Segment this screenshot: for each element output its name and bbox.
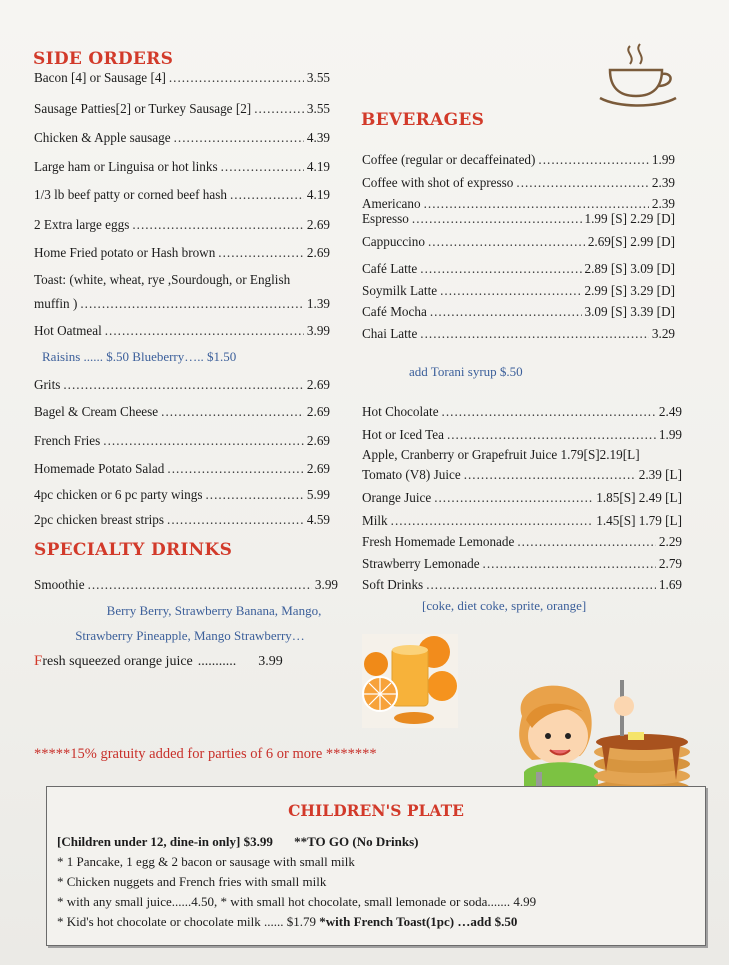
menu-item-smoothie bbox=[34, 577, 338, 593]
menu-item bbox=[362, 534, 682, 550]
item-price: 2.39 bbox=[651, 196, 675, 211]
menu-item bbox=[34, 296, 330, 312]
item-price: 3.99 bbox=[258, 654, 283, 669]
item-name: Chicken & Apple sausage bbox=[34, 130, 171, 145]
leader-dots bbox=[169, 70, 304, 86]
childrens-plate-box bbox=[46, 786, 706, 946]
menu-item bbox=[34, 377, 330, 393]
menu-item bbox=[362, 196, 675, 212]
item-price: 4.59 bbox=[306, 512, 330, 527]
leader-dots bbox=[132, 217, 304, 233]
item-price: 2.39 [L] bbox=[638, 467, 682, 482]
menu-item bbox=[34, 245, 330, 261]
menu-item bbox=[362, 152, 675, 168]
item-name: 4pc chicken or 6 pc party wings bbox=[34, 487, 203, 502]
first-letter: F bbox=[34, 653, 43, 669]
coffee-cup-icon bbox=[598, 42, 678, 108]
leader-dots bbox=[254, 101, 304, 117]
item-name: Fresh Homemade Lemonade bbox=[362, 534, 515, 549]
smoothie-flavors-line1: Berry Berry, Strawberry Banana, Mango, bbox=[106, 603, 322, 618]
item-name: Café Latte bbox=[362, 261, 418, 276]
childrens-plate-heading: CHILDREN'S PLATE bbox=[288, 801, 464, 820]
menu-item bbox=[362, 513, 682, 529]
menu-item bbox=[362, 467, 682, 483]
french-toast-addon: *with French Toast(1pc) …add $.50 bbox=[319, 914, 518, 929]
item-name: Chai Latte bbox=[362, 326, 418, 341]
item-name: Coffee (regular or decaffeinated) bbox=[362, 152, 536, 167]
item-name: Americano bbox=[362, 196, 421, 211]
item-price: 3.55 bbox=[306, 70, 330, 85]
item-price: 4.19 bbox=[306, 159, 330, 174]
menu-item bbox=[34, 461, 330, 477]
leader-dots bbox=[391, 513, 594, 529]
item-name: Home Fried potato or Hash brown bbox=[34, 245, 216, 260]
leader-dots bbox=[80, 296, 304, 312]
menu-item-orange-juice bbox=[34, 653, 283, 670]
menu-item bbox=[362, 577, 682, 593]
leader-dots bbox=[230, 187, 304, 203]
item-price: 2.69 bbox=[306, 217, 330, 232]
leader-dots bbox=[428, 234, 585, 250]
item-price: 3.09 [S] 3.39 [D] bbox=[584, 304, 675, 319]
item-name: Hot or Iced Tea bbox=[362, 427, 444, 442]
item-price: 1.85[S] 2.49 [L] bbox=[596, 490, 682, 505]
menu-item bbox=[362, 556, 682, 572]
item-price: 2.79 bbox=[658, 556, 682, 571]
menu-item bbox=[34, 404, 330, 420]
menu-item bbox=[34, 512, 330, 528]
leader-dots bbox=[221, 159, 304, 175]
childrens-plate-line3: * Chicken nuggets and French fries with small milk bbox=[57, 874, 327, 889]
item-name: Hot Oatmeal bbox=[34, 323, 102, 338]
menu-item bbox=[362, 234, 675, 250]
leader-dots bbox=[424, 196, 649, 212]
menu-item bbox=[34, 187, 330, 203]
item-name: Bagel & Cream Cheese bbox=[34, 404, 159, 419]
item-name: Hot Chocolate bbox=[362, 404, 439, 419]
item-name: Milk bbox=[362, 513, 388, 528]
item-name: Sausage Patties[2] or Turkey Sausage [2] bbox=[34, 101, 252, 116]
item-price: 2.69 bbox=[306, 245, 330, 260]
leader-dots bbox=[447, 427, 656, 443]
leader-dots bbox=[63, 377, 304, 393]
orange-juice-image bbox=[362, 634, 458, 728]
menu-item bbox=[34, 101, 330, 117]
leader-dots bbox=[161, 404, 304, 420]
item-price: 2.89 [S] 3.09 [D] bbox=[584, 261, 675, 276]
menu-item bbox=[362, 261, 675, 277]
item-price: 2.99 [S] 3.29 [D] bbox=[584, 283, 675, 298]
soft-drinks-note: [coke, diet coke, sprite, orange] bbox=[422, 598, 587, 613]
leader-dots bbox=[420, 326, 649, 342]
kids-hot-chocolate: * Kid's hot chocolate or chocolate milk ...... $1.79 bbox=[57, 914, 317, 929]
item-price: 2.39 bbox=[651, 175, 675, 190]
item-name: 2 Extra large eggs bbox=[34, 217, 130, 232]
menu-item bbox=[34, 433, 330, 449]
item-name: resh squeezed orange juice bbox=[42, 654, 193, 669]
item-name: Espresso bbox=[362, 211, 409, 226]
to-go-note: **TO GO (No Drinks) bbox=[294, 834, 419, 849]
item-name: French Fries bbox=[34, 433, 101, 448]
item-price: 2.69 bbox=[306, 377, 330, 392]
menu-item bbox=[362, 304, 675, 320]
item-price: 2.69 bbox=[306, 404, 330, 419]
item-price: 3.99 bbox=[314, 577, 338, 592]
item-price: 1.99 bbox=[658, 427, 682, 442]
menu-item bbox=[34, 159, 330, 175]
smoothie-flavors-line2: Strawberry Pineapple, Mango Strawberry… bbox=[75, 628, 305, 643]
menu-item bbox=[362, 427, 682, 443]
beverages-heading: BEVERAGES bbox=[361, 110, 485, 130]
item-price: 1.99 [S] 2.29 [D] bbox=[584, 211, 675, 226]
item-name: Cappuccino bbox=[362, 234, 425, 249]
menu-item bbox=[34, 487, 330, 503]
leader-dots bbox=[88, 577, 312, 593]
item-name: Orange Juice bbox=[362, 490, 432, 505]
item-name: Soymilk Latte bbox=[362, 283, 438, 298]
leader-dots bbox=[205, 487, 303, 503]
item-name: Bacon [4] or Sausage [4] bbox=[34, 70, 166, 85]
menu-item bbox=[34, 323, 330, 339]
leader-dots: ........... bbox=[197, 654, 237, 669]
side-orders-heading: SIDE ORDERS bbox=[33, 49, 174, 69]
item-price: 4.39 bbox=[306, 130, 330, 145]
item-name: Coffee with shot of expresso bbox=[362, 175, 514, 190]
menu-item bbox=[362, 404, 682, 420]
menu-item bbox=[34, 217, 330, 233]
childrens-plate-line4: * with any small juice......4.50, * with small hot chocolate, small lemonade or soda....... 4.99 bbox=[57, 894, 537, 909]
item-price: 2.49 bbox=[658, 404, 682, 419]
leader-dots bbox=[105, 323, 304, 339]
item-name: Tomato (V8) Juice bbox=[362, 467, 461, 482]
leader-dots bbox=[103, 433, 304, 449]
item-price: 3.55 bbox=[306, 101, 330, 116]
leader-dots bbox=[483, 556, 656, 572]
menu-item bbox=[362, 211, 675, 227]
item-price: 5.99 bbox=[306, 487, 330, 502]
leader-dots bbox=[218, 245, 304, 261]
leader-dots bbox=[426, 577, 656, 593]
specialty-drinks-heading: SPECIALTY DRINKS bbox=[34, 540, 233, 560]
childrens-plate-line5 bbox=[57, 914, 517, 930]
torani-syrup-note: add Torani syrup $.50 bbox=[409, 364, 523, 379]
menu-item bbox=[34, 272, 290, 288]
item-name: Soft Drinks bbox=[362, 577, 424, 592]
item-price: 4.19 bbox=[306, 187, 330, 202]
oatmeal-toppings-note: Raisins ...... $.50 Blueberry….. $1.50 bbox=[42, 349, 237, 364]
item-name: Toast: (white, wheat, rye ,Sourdough, or English bbox=[34, 272, 291, 287]
menu-item bbox=[362, 283, 675, 299]
item-price: 2.69 bbox=[306, 461, 330, 476]
item-name: Smoothie bbox=[34, 577, 85, 592]
item-price: 1.99 bbox=[651, 152, 675, 167]
gratuity-notice: *****15% gratuity added for parties of 6 or more ******* bbox=[34, 746, 377, 762]
item-price: 2.69[S] 2.99 [D] bbox=[587, 234, 675, 249]
menu-item bbox=[362, 175, 675, 191]
leader-dots bbox=[538, 152, 649, 168]
item-name: Large ham or Linguisa or hot links bbox=[34, 159, 218, 174]
menu-item bbox=[34, 130, 330, 146]
leader-dots bbox=[434, 490, 593, 506]
leader-dots bbox=[517, 534, 656, 550]
leader-dots bbox=[420, 261, 581, 277]
item-name: 1/3 lb beef patty or corned beef hash bbox=[34, 187, 227, 202]
menu-item bbox=[362, 447, 640, 463]
leader-dots bbox=[440, 283, 581, 299]
leader-dots bbox=[430, 304, 582, 320]
leader-dots bbox=[412, 211, 582, 227]
item-name: Apple, Cranberry or Grapefruit Juice 1.79[S]2.19[L] bbox=[362, 447, 640, 462]
leader-dots bbox=[167, 512, 304, 528]
leader-dots bbox=[174, 130, 304, 146]
leader-dots bbox=[167, 461, 304, 477]
leader-dots bbox=[442, 404, 656, 420]
item-price: 2.69 bbox=[306, 433, 330, 448]
item-price: 1.45[S] 1.79 [L] bbox=[596, 513, 682, 528]
item-price: 1.69 bbox=[658, 577, 682, 592]
childrens-plate-line1 bbox=[57, 834, 418, 850]
item-price: 1.39 bbox=[306, 296, 330, 311]
childrens-plate-line2: * 1 Pancake, 1 egg & 2 bacon or sausage with small milk bbox=[57, 854, 355, 869]
kids-price-line: [Children under 12, dine-in only] $3.99 bbox=[57, 834, 273, 849]
item-name: Homemade Potato Salad bbox=[34, 461, 165, 476]
leader-dots bbox=[516, 175, 649, 191]
item-price: 3.99 bbox=[306, 323, 330, 338]
item-name: 2pc chicken breast strips bbox=[34, 512, 165, 527]
menu-item bbox=[34, 70, 330, 86]
menu-item bbox=[362, 490, 682, 506]
item-price: 2.29 bbox=[658, 534, 682, 549]
item-name: Strawberry Lemonade bbox=[362, 556, 480, 571]
item-price: 3.29 bbox=[651, 326, 675, 341]
leader-dots bbox=[464, 467, 636, 483]
item-name: Grits bbox=[34, 377, 61, 392]
menu-item bbox=[362, 326, 675, 342]
item-name: muffin ) bbox=[34, 296, 78, 311]
item-name: Café Mocha bbox=[362, 304, 427, 319]
